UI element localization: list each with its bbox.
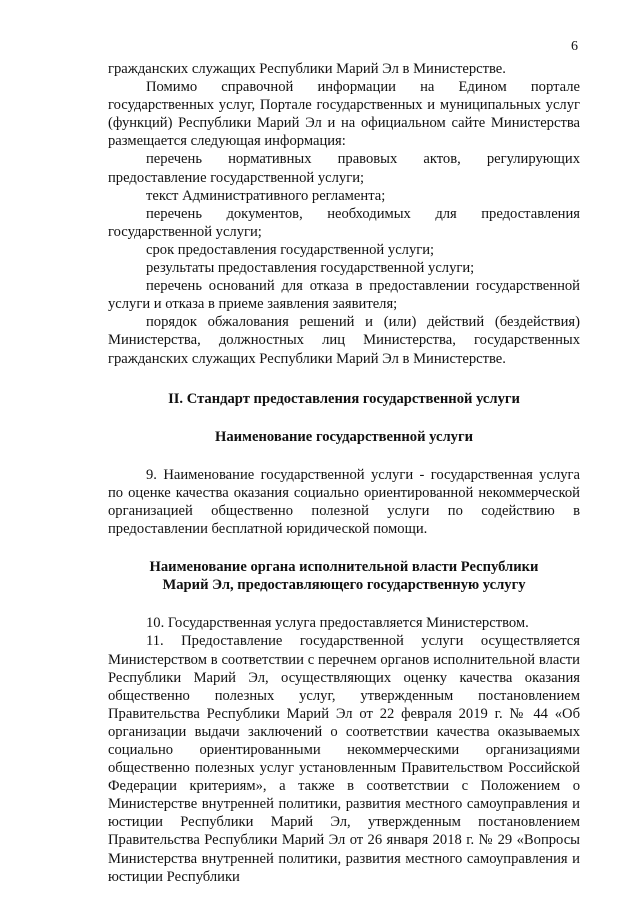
list-item: перечень нормативных правовых актов, регулирующих предоставление государственной услуги; — [108, 151, 580, 186]
list-item: порядок обжалования решений и (или) действий (бездействия) Министерства, должностных лиц Министерства, государственных гражданских служащих Республики Марий Эл в Министерстве. — [108, 314, 580, 367]
list-item: текст Административного регламента; — [146, 187, 386, 204]
page-number: 6 — [571, 39, 578, 54]
paragraph: Помимо справочной информации на Едином портале государственных услуг, Портале государственных и муниципальных услуг (функций) Республики Марий Эл и на официальном сайте Министерства размещается следующая информация: — [108, 79, 580, 150]
subheading-line: Наименование органа исполнительной власти Республики — [149, 559, 539, 576]
list-item: перечень документов, необходимых для предоставления государственной услуги; — [108, 205, 580, 240]
subheading-line: Марий Эл, предоставляющего государственную услугу — [162, 577, 526, 594]
list-item: срок предоставления государственной услуги; — [146, 241, 435, 258]
list-item: перечень оснований для отказа в предоставлении государственной услуги и отказа в приеме заявления заявителя; — [108, 278, 580, 313]
list-item: результаты предоставления государственной услуги; — [146, 260, 475, 277]
document-body — [108, 60, 580, 886]
section-title: II. Стандарт предоставления государственной услуги — [168, 390, 520, 407]
subheading: Наименование государственной услуги — [215, 428, 473, 445]
paragraph-10: 10. Государственная услуга предоставляется Министерством. — [146, 615, 529, 632]
paragraph-11: 11. Предоставление государственной услуги осуществляется Министерством в соответствии с перечнем органов исполнительной власти Республики Марий Эл, осуществляющих оценку качества оказания общественно полезных услуг, утвержденным постановлением Правительства Республики Марий Эл от 22 февраля 2019 г. № 44 «Об организации выдачи заключений о соответствии качества оказываемых социально ориентированными некоммерческими организациями общественно полезных услуг установленным Правительством Российской Федерации критериям», а также в соответствии с Положением о Министерстве внутренней политики, развития местного самоуправления и юстиции Республики Марий Эл, утвержденным постановлением Правительства Республики Марий Эл от 26 января 2018 г. № 29 «Вопросы Министерства внутренней политики, развития местного самоуправления и юстиции Республики — [108, 633, 580, 885]
paragraph-9: 9. Наименование государственной услуги - государственная услуга по оценке качества оказания социально ориентированной некоммерческой организацией общественно полезной услуги по содействию в предоставлении бесплатной юридической помощи. — [108, 466, 580, 538]
paragraph: гражданских служащих Республики Марий Эл в Министерстве. — [108, 61, 506, 77]
